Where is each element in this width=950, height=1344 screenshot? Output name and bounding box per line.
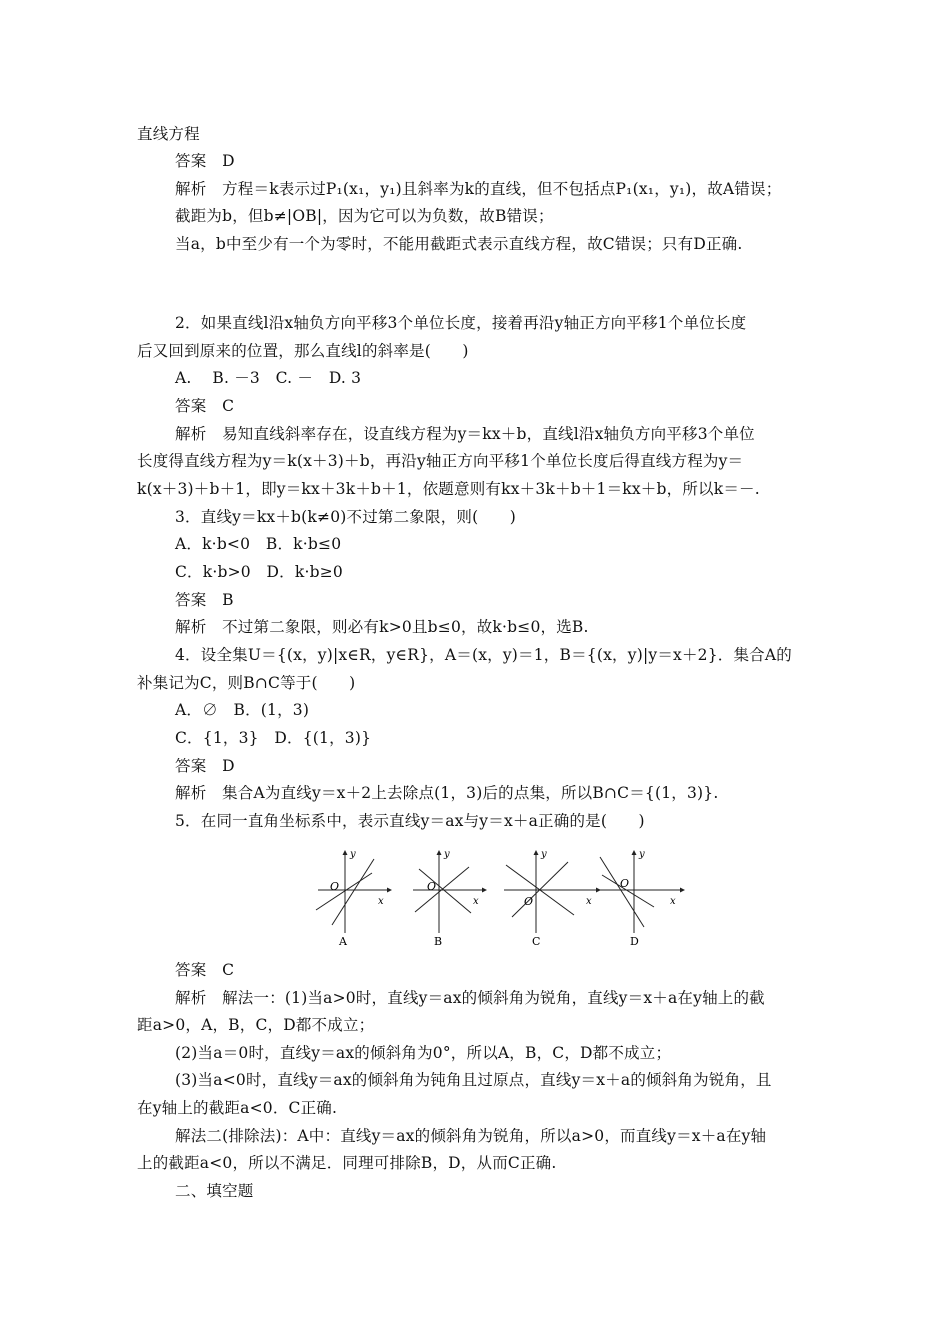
text-line: C．{1，3} D．{(1，3)} (175, 729, 372, 747)
text-line: 解析 不过第二象限，则必有k>0且b≤0，故k·b≤0，选B. (175, 618, 589, 636)
x-axis-label: x (586, 896, 592, 907)
text-line: 解析 集合A为直线y＝x＋2上去除点(1，3)后的点集，所以B∩C＝{(1，3)}. (175, 784, 719, 802)
answer-figures (312, 843, 676, 953)
section-heading: 二、填空题 (175, 1182, 254, 1200)
text-line: 2．如果直线l沿x轴负方向平移3个单位长度，接着再沿y轴正方向平移1个单位长度 (175, 314, 747, 332)
text-line: 上的截距a<0，所以不满足．同理可排除B，D，从而C正确. (137, 1154, 557, 1172)
text-line: 后又回到原来的位置，那么直线l的斜率是( ) (137, 342, 469, 360)
figure-label: D (630, 935, 639, 948)
text-line: 4．设全集U＝{(x，y)|x∈R，y∈R}，A＝(x，y)＝1，B＝{(x，y)|y＝x＋2}．集合A的 (175, 646, 792, 664)
figure-panel-c (504, 849, 601, 948)
y-axis-label: y (350, 849, 356, 860)
text-line: 答案 B (175, 591, 234, 609)
text-line: (3)当a<0时，直线y＝ax的倾斜角为钝角且过原点，直线y＝x＋a的倾斜角为锐角，且 (175, 1071, 772, 1089)
x-axis-label: x (670, 896, 676, 907)
text-line: 答案 D (175, 757, 235, 775)
text-line: C．k·b>0 D．k·b≥0 (175, 563, 343, 581)
text-line: 长度得直线方程为y＝k(x＋3)＋b，再沿y轴正方向平移1个单位长度后得直线方程为y＝ (137, 452, 744, 470)
text-line: 当a，b中至少有一个为零时，不能用截距式表示直线方程，故C错误；只有D正确. (175, 235, 743, 253)
y-axis-label: y (639, 849, 645, 860)
text-line: 答案 C (175, 397, 235, 415)
text-line: 解法二(排除法)：A中：直线y＝ax的倾斜角为锐角，所以a>0，而直线y＝x＋a在y轴 (175, 1127, 767, 1145)
text-line: 距a>0，A，B，C，D都不成立； (137, 1016, 375, 1034)
text-line: 解析 方程＝k表示过P₁(x₁，y₁)且斜率为k的直线，但不包括点P₁(x₁，y₁)，故A错误； (175, 180, 782, 198)
figure-panel-a (316, 849, 392, 948)
origin-label: O (620, 877, 630, 890)
origin-label: O (427, 880, 437, 893)
text-line: A．∅ B．(1，3) (175, 701, 310, 719)
text-line: 答案 C (175, 961, 235, 979)
figure-label: B (434, 935, 443, 948)
coordinate-figures-svg (312, 843, 676, 953)
figure-panel-b (413, 849, 487, 948)
x-axis-label: x (378, 896, 384, 907)
text-line: 补集记为C，则B∩C等于( ) (137, 674, 356, 692)
text-line: 解析 易知直线斜率存在，设直线方程为y＝kx＋b，直线l沿x轴负方向平移3个单位 (175, 425, 755, 443)
text-line: 解析 解法一：(1)当a>0时，直线y＝ax的倾斜角为锐角，直线y＝x＋a在y轴上的截 (175, 989, 765, 1007)
x-axis-label: x (473, 896, 479, 907)
text-line: 截距为b，但b≠|OB|，因为它可以为负数，故B错误； (175, 207, 554, 225)
text-line: A. B. －3 C. － D. 3 (175, 369, 362, 387)
text-line: 答案 D (175, 152, 235, 170)
text-line: A．k·b<0 B．k·b≤0 (175, 535, 342, 553)
text-line: 5．在同一直角坐标系中，表示直线y＝ax与y＝x＋a正确的是( ) (175, 812, 645, 830)
text-line: 在y轴上的截距a<0．C正确. (137, 1099, 338, 1117)
figure-label: C (532, 935, 541, 948)
text-line: k(x＋3)＋b＋1，即y＝kx＋3k＋b＋1，依题意则有kx＋3k＋b＋1＝kx＋b，所以k＝－. (137, 480, 760, 498)
text-line: 直线方程 (137, 125, 200, 143)
figure-panel-d (600, 849, 685, 948)
origin-label: O (330, 880, 340, 893)
figure-label: A (339, 935, 347, 948)
y-axis-label: y (541, 849, 547, 860)
y-axis-label: y (444, 849, 450, 860)
text-line: (2)当a＝0时，直线y＝ax的倾斜角为0°，所以A，B，C，D都不成立； (175, 1044, 672, 1062)
text-line: 3．直线y＝kx＋b(k≠0)不过第二象限，则( ) (175, 508, 517, 526)
origin-label: O (524, 895, 534, 908)
